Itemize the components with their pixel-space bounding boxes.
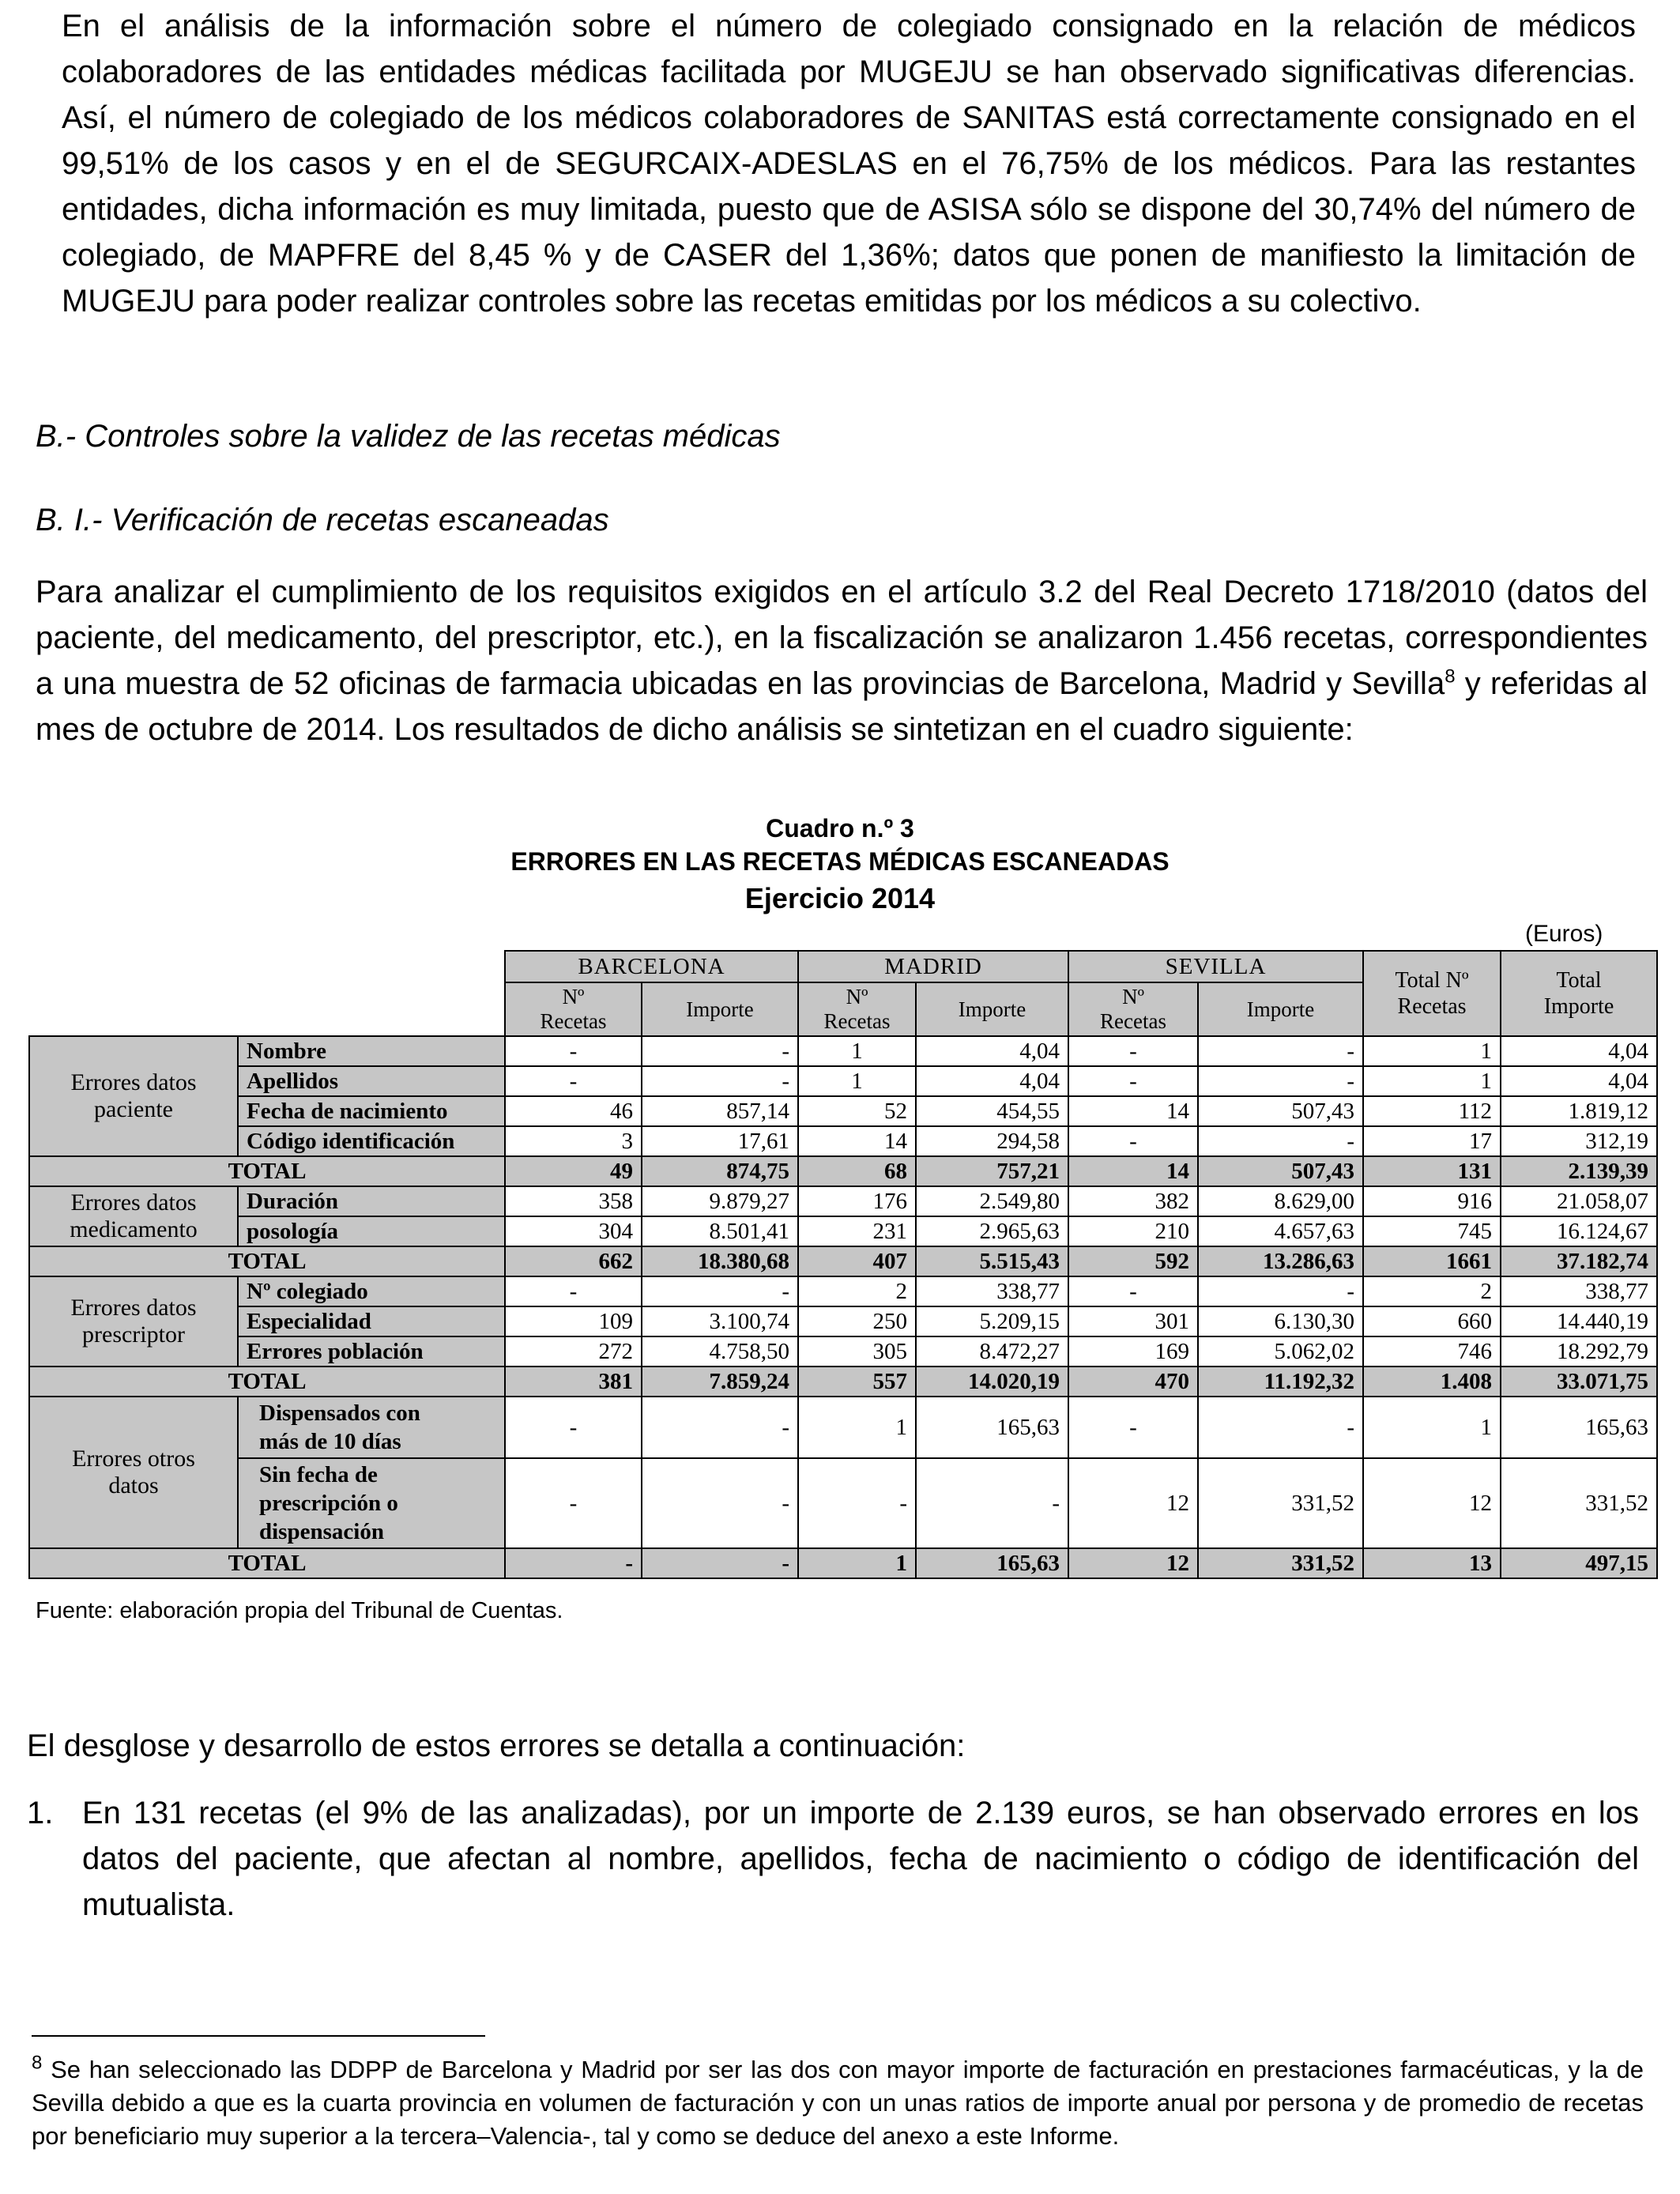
header-blank	[29, 951, 505, 1036]
group-label: Errores datos	[70, 1295, 197, 1321]
table-number: Cuadro n.º 3	[766, 814, 914, 843]
header-total-recetas	[1363, 951, 1501, 1036]
cell: -	[1198, 1066, 1363, 1096]
cell: 757,21	[916, 1156, 1068, 1186]
header-barcelona: BARCELONA	[505, 951, 798, 982]
cell: 507,43	[1198, 1096, 1363, 1126]
row-label: posología	[238, 1216, 505, 1246]
cell: 454,55	[916, 1096, 1068, 1126]
cell: 4.657,63	[1198, 1216, 1363, 1246]
cell: 165,63	[1501, 1397, 1657, 1458]
cell: 746	[1363, 1336, 1501, 1367]
row-label: Errores población	[238, 1336, 505, 1367]
cell: 169	[1068, 1336, 1198, 1367]
total-label: TOTAL	[29, 1367, 505, 1397]
cell: 13	[1363, 1548, 1501, 1578]
cell: 210	[1068, 1216, 1198, 1246]
group-label: Errores datos	[70, 1189, 197, 1216]
cell: 14	[798, 1126, 916, 1156]
group-label: Errores otros	[72, 1446, 195, 1472]
cell: 49	[505, 1156, 642, 1186]
cell: 14	[1068, 1156, 1198, 1186]
row-label: Especialidad	[238, 1306, 505, 1336]
cell: -	[505, 1458, 642, 1548]
cell: -	[642, 1458, 798, 1548]
total-label: TOTAL	[29, 1156, 505, 1186]
cell: 331,52	[1198, 1458, 1363, 1548]
header-recetas: Recetas	[540, 1009, 607, 1033]
cell: 250	[798, 1306, 916, 1336]
cell: -	[916, 1458, 1068, 1548]
cell: 14.440,19	[1501, 1306, 1657, 1336]
table-row	[29, 1397, 1657, 1458]
cell: 331,52	[1501, 1458, 1657, 1548]
cell: 916	[1363, 1186, 1501, 1216]
row-label: Nombre	[238, 1036, 505, 1066]
group-otros	[29, 1397, 238, 1548]
cell: 11.192,32	[1198, 1367, 1363, 1397]
row-label: Duración	[238, 1186, 505, 1216]
cell: 557	[798, 1367, 916, 1397]
cell: 18.292,79	[1501, 1336, 1657, 1367]
group-label: prescriptor	[82, 1321, 185, 1348]
total-row	[29, 1156, 1657, 1186]
table-units: (Euros)	[1525, 921, 1603, 947]
cell: 2.139,39	[1501, 1156, 1657, 1186]
footnote-number: 8	[32, 2052, 43, 2074]
row-label: Apellidos	[238, 1066, 505, 1096]
cell: 14.020,19	[916, 1367, 1068, 1397]
cell: 13.286,63	[1198, 1246, 1363, 1276]
cell: 301	[1068, 1306, 1198, 1336]
cell: 305	[798, 1336, 916, 1367]
cell: 745	[1363, 1216, 1501, 1246]
table-row	[29, 1126, 1657, 1156]
list-item-text: En 131 recetas (el 9% de las analizadas), por un importe de 2.139 euros, se han observado errores en los datos del paciente, que afectan al nombre, apellidos, fecha de nacimiento o código de identificación del mutualista.	[82, 1796, 1639, 1922]
cell: 1	[798, 1548, 916, 1578]
cell: 407	[798, 1246, 916, 1276]
row-label: Código identificación	[238, 1126, 505, 1156]
group-prescriptor	[29, 1276, 238, 1367]
group-label: medicamento	[70, 1216, 198, 1242]
header-recetas: Recetas	[823, 1009, 891, 1033]
table-row	[29, 1306, 1657, 1336]
cell: 662	[505, 1246, 642, 1276]
footnote-text: Se han seleccionado las DDPP de Barcelona y Madrid por ser las dos con mayor importe de facturación en prestaciones farmacéuticas, y la de Sevilla debido a que es la cuarta provincia en volumen de facturación y con un unas ratios de importe anual por persona y de promedio de recetas por beneficiario muy superior a la tercera–Valencia-, tal y como se deduce del anexo a este Informe.	[32, 2056, 1644, 2150]
row-label-line: prescripción o	[259, 1491, 398, 1516]
cell: -	[1198, 1036, 1363, 1066]
total-label: TOTAL	[29, 1246, 505, 1276]
cell: -	[1068, 1036, 1198, 1066]
header-mad-importe: Importe	[916, 982, 1068, 1036]
cell: 16.124,67	[1501, 1216, 1657, 1246]
cell: 9.879,27	[642, 1186, 798, 1216]
cell: 21.058,07	[1501, 1186, 1657, 1216]
table-row	[29, 1096, 1657, 1126]
table-row	[29, 1216, 1657, 1246]
cell: 46	[505, 1096, 642, 1126]
cell: 1	[798, 1036, 916, 1066]
cell: 358	[505, 1186, 642, 1216]
cell: 12	[1068, 1548, 1198, 1578]
list-item-number: 1.	[27, 1796, 54, 1830]
analysis-text-part-1: Para analizar el cumplimiento de los requisitos exigidos en el artículo 3.2 del Real Decreto 1718/2010 (datos del paciente, del medicamento, del prescriptor, etc.), en la fiscalización se analizaron 1.456 recetas, correspondientes a una muestra de 52 oficinas de farmacia ubicadas en las provincias de Barcelona, Madrid y Sevilla	[36, 575, 1648, 701]
cell: 33.071,75	[1501, 1367, 1657, 1397]
cell: -	[1068, 1126, 1198, 1156]
cell: 3.100,74	[642, 1306, 798, 1336]
cell: 8.501,41	[642, 1216, 798, 1246]
cell: 5.209,15	[916, 1306, 1068, 1336]
header-recetas: Recetas	[1100, 1009, 1166, 1033]
cell: 2	[798, 1276, 916, 1306]
cell: 1	[1363, 1066, 1501, 1096]
group-medicamento	[29, 1186, 238, 1246]
header-total-importe-line-1: Total	[1556, 968, 1602, 993]
cell: 17,61	[642, 1126, 798, 1156]
header-bcn-recetas	[505, 982, 642, 1036]
cell: 4,04	[1501, 1066, 1657, 1096]
cell: 1.819,12	[1501, 1096, 1657, 1126]
cell: -	[505, 1276, 642, 1306]
total-row	[29, 1246, 1657, 1276]
cell: -	[505, 1548, 642, 1578]
table-row	[29, 1458, 1657, 1548]
cell: 5.062,02	[1198, 1336, 1363, 1367]
cell: 7.859,24	[642, 1367, 798, 1397]
header-sev-importe: Importe	[1198, 982, 1363, 1036]
row-label: Fecha de nacimiento	[238, 1096, 505, 1126]
header-row-cities	[29, 951, 1657, 982]
row-label-line: Dispensados con	[259, 1400, 420, 1426]
cell: 165,63	[916, 1397, 1068, 1458]
cell: 1	[798, 1066, 916, 1096]
cell: 109	[505, 1306, 642, 1336]
list-item	[27, 1790, 1639, 1928]
errors-table	[28, 950, 1658, 1579]
footnote-divider	[32, 2035, 485, 2037]
cell: 12	[1363, 1458, 1501, 1548]
cell: 176	[798, 1186, 916, 1216]
cell: -	[642, 1036, 798, 1066]
header-madrid: MADRID	[798, 951, 1068, 982]
table-title: ERRORES EN LAS RECETAS MÉDICAS ESCANEADAS	[510, 847, 1170, 876]
cell: 3	[505, 1126, 642, 1156]
cell: 8.629,00	[1198, 1186, 1363, 1216]
table-year: Ejercicio 2014	[744, 882, 936, 914]
header-mad-recetas	[798, 982, 916, 1036]
total-label: TOTAL	[29, 1548, 505, 1578]
cell: 12	[1068, 1458, 1198, 1548]
cell: 497,15	[1501, 1548, 1657, 1578]
cell: 112	[1363, 1096, 1501, 1126]
table-source: Fuente: elaboración propia del Tribunal de Cuentas.	[36, 1598, 563, 1623]
cell: 68	[798, 1156, 916, 1186]
cell: 1661	[1363, 1246, 1501, 1276]
cell: 592	[1068, 1246, 1198, 1276]
cell: 660	[1363, 1306, 1501, 1336]
cell: -	[1068, 1066, 1198, 1096]
header-bcn-importe: Importe	[642, 982, 798, 1036]
table-row	[29, 1276, 1657, 1306]
cell: -	[642, 1397, 798, 1458]
header-total-importe	[1501, 951, 1657, 1036]
row-label-line: Sin fecha de	[259, 1462, 378, 1487]
cell: 4,04	[1501, 1036, 1657, 1066]
row-label-line: más de 10 días	[259, 1429, 401, 1454]
cell: -	[798, 1458, 916, 1548]
cell: 131	[1363, 1156, 1501, 1186]
cell: 507,43	[1198, 1156, 1363, 1186]
group-paciente	[29, 1036, 238, 1156]
cell: -	[1198, 1397, 1363, 1458]
cell: 18.380,68	[642, 1246, 798, 1276]
cell: 8.472,27	[916, 1336, 1068, 1367]
breakdown-intro: El desglose y desarrollo de estos errores se detalla a continuación:	[27, 1728, 966, 1763]
cell: -	[1198, 1126, 1363, 1156]
cell: 338,77	[1501, 1276, 1657, 1306]
cell: -	[505, 1397, 642, 1458]
analysis-paragraph	[36, 569, 1648, 752]
section-heading-b: B.- Controles sobre la validez de las recetas médicas	[36, 419, 781, 454]
header-total-importe-line-2: Importe	[1543, 994, 1614, 1019]
analysis-text-part-2: y referidas al mes de octubre de 2014. Los resultados de dicho análisis se sintetizan en el cuadro siguiente:	[36, 666, 1648, 747]
group-label: Errores datos	[70, 1069, 197, 1095]
footnote	[32, 2053, 1644, 2153]
cell: 2.549,80	[916, 1186, 1068, 1216]
row-label: Nº colegiado	[238, 1276, 505, 1306]
cell: 231	[798, 1216, 916, 1246]
header-total-recetas-line-1: Total Nº	[1395, 968, 1469, 993]
cell: 2	[1363, 1276, 1501, 1306]
cell: -	[1198, 1276, 1363, 1306]
cell: 312,19	[1501, 1126, 1657, 1156]
footnote-reference[interactable]: 8	[1445, 665, 1456, 688]
cell: 14	[1068, 1096, 1198, 1126]
header-n: Nº	[1122, 985, 1144, 1008]
cell: -	[505, 1036, 642, 1066]
intro-paragraph: En el análisis de la información sobre el número de colegiado consignado en la relación de médicos colaboradores de las entidades médicas facilitada por MUGEJU se han observado significativas diferencias. Así, el número de colegiado de los médicos colaboradores de SANITAS está correctamente consignado en el 99,51% de los casos y en el de SEGURCAIX-ADESLAS en el 76,75% de los médicos. Para las restantes entidades, dicha información es muy limitada, puesto que de ASISA sólo se dispone del 30,74% del número de colegiado, de MAPFRE del 8,45 % y de CASER del 1,36%; datos que ponen de manifiesto la limitación de MUGEJU para poder realizar controles sobre las recetas emitidas por los médicos a su colectivo.	[62, 9, 1636, 319]
cell: -	[642, 1276, 798, 1306]
header-n: Nº	[562, 985, 585, 1008]
cell: 1	[1363, 1036, 1501, 1066]
cell: 294,58	[916, 1126, 1068, 1156]
group-label: paciente	[94, 1096, 173, 1122]
cell: -	[1068, 1276, 1198, 1306]
cell: -	[642, 1548, 798, 1578]
row-label	[238, 1458, 505, 1548]
cell: -	[1068, 1397, 1198, 1458]
cell: 4.758,50	[642, 1336, 798, 1367]
cell: 1.408	[1363, 1367, 1501, 1397]
cell: 331,52	[1198, 1548, 1363, 1578]
cell: 2.965,63	[916, 1216, 1068, 1246]
row-label-line: dispensación	[259, 1519, 384, 1544]
cell: 382	[1068, 1186, 1198, 1216]
cell: 52	[798, 1096, 916, 1126]
header-n: Nº	[846, 985, 868, 1008]
cell: 1	[798, 1397, 916, 1458]
header-total-recetas-line-2: Recetas	[1397, 994, 1467, 1019]
cell: 857,14	[642, 1096, 798, 1126]
cell: 304	[505, 1216, 642, 1246]
table-row	[29, 1186, 1657, 1216]
cell: 5.515,43	[916, 1246, 1068, 1276]
group-label: datos	[108, 1472, 159, 1498]
cell: 165,63	[916, 1548, 1068, 1578]
row-label	[238, 1397, 505, 1458]
section-heading-b-i: B. I.- Verificación de recetas escaneadas	[36, 503, 609, 537]
cell: -	[642, 1066, 798, 1096]
cell: 381	[505, 1367, 642, 1397]
header-sevilla: SEVILLA	[1068, 951, 1363, 982]
total-row	[29, 1367, 1657, 1397]
cell: 17	[1363, 1126, 1501, 1156]
cell: 6.130,30	[1198, 1306, 1363, 1336]
cell: 4,04	[916, 1066, 1068, 1096]
cell: 4,04	[916, 1036, 1068, 1066]
cell: 338,77	[916, 1276, 1068, 1306]
table-row	[29, 1036, 1657, 1066]
total-row	[29, 1548, 1657, 1578]
cell: 1	[1363, 1397, 1501, 1458]
cell: 37.182,74	[1501, 1246, 1657, 1276]
table-row	[29, 1336, 1657, 1367]
cell: 470	[1068, 1367, 1198, 1397]
cell: 874,75	[642, 1156, 798, 1186]
cell: 272	[505, 1336, 642, 1367]
header-sev-recetas	[1068, 982, 1198, 1036]
table-row	[29, 1066, 1657, 1096]
cell: -	[505, 1066, 642, 1096]
